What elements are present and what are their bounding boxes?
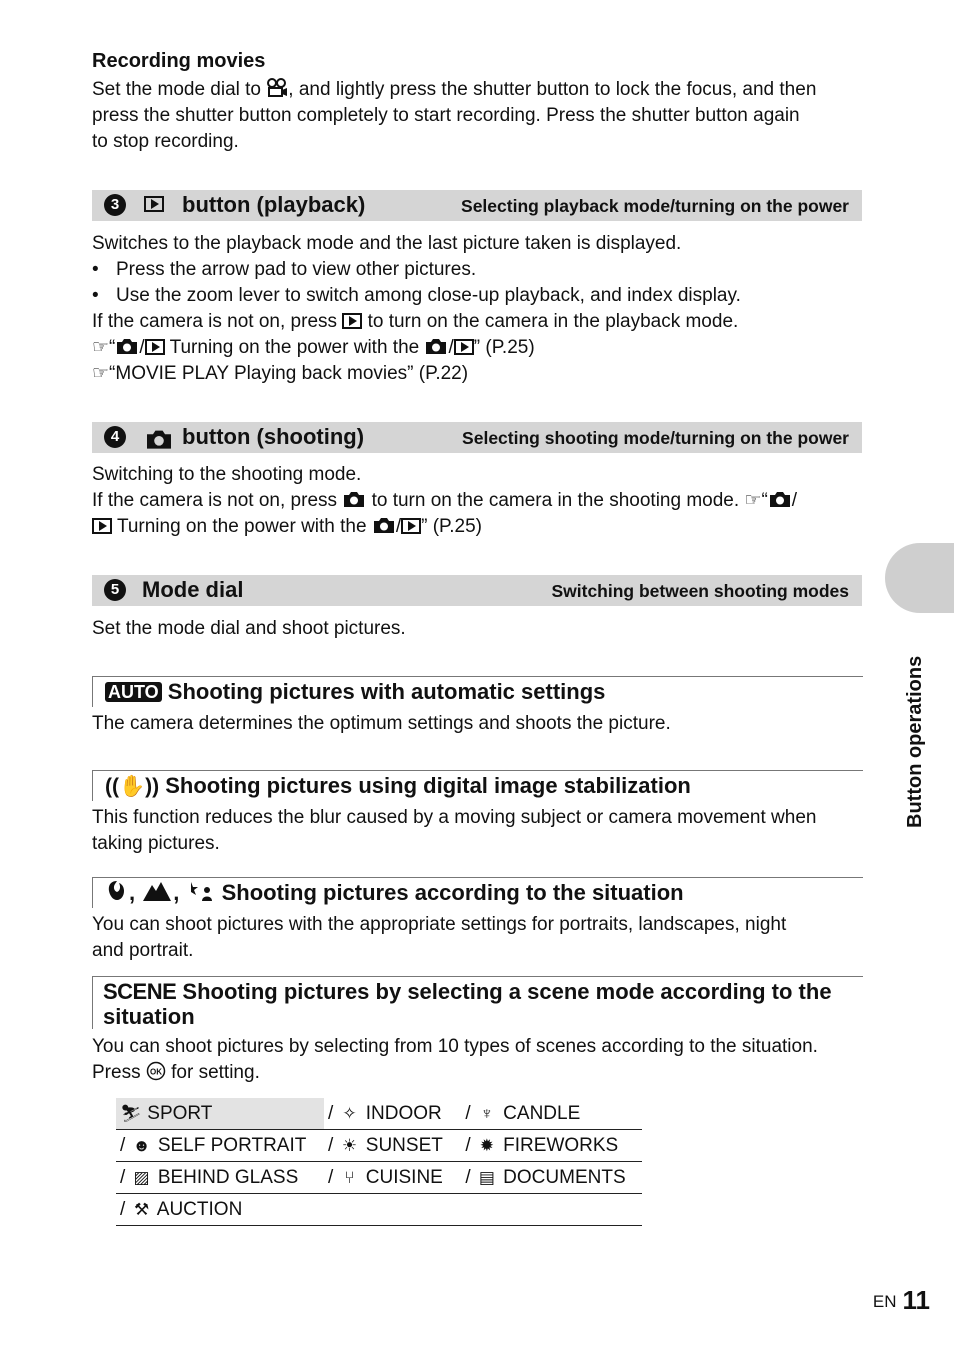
separator: /	[120, 1134, 131, 1156]
sunset-icon: ☀	[341, 1135, 358, 1155]
auction-icon: ⚒	[133, 1199, 150, 1219]
playback-icon	[92, 516, 112, 537]
text-line: You can shoot pictures with the appropriate settings for portraits, landscapes, night	[92, 914, 787, 935]
table-cell	[324, 1098, 461, 1130]
fireworks-icon: ✹	[479, 1135, 495, 1155]
scene-mode-table	[116, 1098, 642, 1226]
heading-text: Shooting pictures according to the situation	[221, 880, 684, 905]
text-line: and portrait.	[92, 940, 194, 961]
portrait-icon	[105, 879, 129, 903]
scene-mode-label: DOCUMENTS	[497, 1166, 626, 1188]
heading-text: Shooting pictures with automatic settings	[167, 679, 606, 704]
camera-icon	[342, 489, 366, 509]
bullet-item: • Press the arrow pad to view other pictures.	[92, 259, 477, 280]
text-line: If the camera is not on, press to turn on the camera in the shooting mode. ☞“ /	[92, 490, 798, 511]
section-number: 3	[104, 194, 126, 216]
scene-text	[92, 1034, 872, 1086]
section-title: button (shooting)	[182, 424, 365, 449]
landscape-icon	[141, 879, 173, 903]
separator: /	[465, 1134, 476, 1156]
candle-icon: ♆	[480, 1103, 494, 1123]
separator: /	[327, 1134, 339, 1156]
auto-text: The camera determines the optimum settings and shoots the picture.	[92, 713, 671, 734]
scene-heading	[92, 976, 863, 1029]
auto-heading	[92, 676, 863, 707]
table-cell	[461, 1130, 642, 1162]
stabilization-heading	[92, 770, 863, 801]
situation-text	[92, 912, 872, 964]
bullet-item: • Use the zoom lever to switch among close-up playback, and index display.	[92, 285, 741, 306]
text-line: Switching to the shooting mode.	[92, 464, 362, 485]
separator: /	[327, 1166, 339, 1188]
side-section-label: Button operations	[904, 655, 926, 828]
section-bar-playback	[92, 190, 862, 221]
side-tab	[885, 543, 954, 613]
heading-text: Shooting pictures by selecting a scene mode according to the	[182, 979, 832, 1004]
auto-mode-icon: AUTO	[105, 682, 162, 702]
text-span: , and lightly press the shutter button to lock the focus, and then	[288, 79, 817, 100]
section-subtitle: Switching between shooting modes	[551, 581, 849, 601]
playback-icon	[401, 516, 421, 537]
text-line: Turning on the power with the / ” (P.25)	[92, 514, 872, 540]
table-cell	[461, 1194, 642, 1226]
separator: /	[465, 1166, 476, 1188]
section-subtitle: Selecting playback mode/turning on the power	[461, 196, 849, 216]
text-line: If the camera is not on, press to turn on the camera in the playback mode.	[92, 311, 739, 332]
reference-line: ☞“ / Turning on the power with the / ” (P.25)	[92, 337, 535, 358]
stabilization-hand-icon: ((✋))	[105, 775, 160, 798]
scene-mode-label: FIREWORKS	[497, 1134, 619, 1156]
documents-icon: ▤	[478, 1167, 495, 1187]
scene-mode-label: INDOOR	[360, 1102, 442, 1124]
cuisine-icon: ⑂	[344, 1167, 355, 1187]
playback-icon	[454, 337, 474, 358]
section-bar-mode-dial	[92, 575, 862, 606]
heading-text: situation	[103, 1004, 195, 1029]
table-row	[116, 1098, 642, 1130]
sport-icon: ⛷	[120, 1103, 142, 1123]
recording-heading: Recording movies	[92, 50, 266, 72]
section-title: button (playback)	[182, 192, 366, 217]
scene-mode-label: SELF PORTRAIT	[152, 1134, 307, 1156]
separator: /	[327, 1102, 339, 1124]
situation-heading: , , Shooting pictures according to the situation	[92, 877, 863, 908]
text-line: This function reduces the blur caused by a moving subject or camera movement when	[92, 807, 817, 828]
camera-icon	[144, 427, 174, 456]
behind-glass-icon: ▨	[133, 1167, 150, 1187]
text-line: to stop recording.	[92, 131, 239, 152]
table-cell	[116, 1130, 324, 1162]
scene-mode-label: SUNSET	[360, 1134, 443, 1156]
ok-button-icon	[146, 1061, 166, 1081]
playback-icon	[145, 337, 165, 358]
section-subtitle: Selecting shooting mode/turning on the power	[462, 428, 849, 448]
text-line: Switches to the playback mode and the last picture taken is displayed.	[92, 233, 682, 254]
camera-icon	[372, 515, 396, 535]
text-line: Press OK for setting.	[92, 1062, 260, 1083]
section-number: 4	[104, 426, 126, 448]
camera-icon	[424, 336, 448, 356]
indoor-icon: ✧	[342, 1103, 357, 1123]
camera-icon	[115, 336, 139, 356]
scene-mode-label: BEHIND GLASS	[152, 1166, 299, 1188]
shooting-body	[92, 462, 872, 540]
table-row	[116, 1130, 642, 1162]
text-line: taking pictures.	[92, 833, 220, 854]
self-portrait-icon: ☻	[132, 1135, 151, 1155]
separator: /	[465, 1102, 476, 1124]
page-number	[873, 1285, 930, 1316]
table-cell	[461, 1098, 642, 1130]
separator: /	[120, 1198, 131, 1220]
reference-icon: ☞	[92, 337, 110, 358]
reference-icon: ☞	[92, 363, 110, 384]
reference-icon: ☞	[744, 490, 762, 511]
table-row	[116, 1162, 642, 1194]
recording-paragraph	[92, 77, 872, 155]
stabilization-text	[92, 805, 872, 857]
scene-mode-label: CANDLE	[497, 1102, 581, 1124]
table-cell	[324, 1162, 461, 1194]
scene-mode-label: SPORT	[142, 1102, 213, 1124]
table-cell	[116, 1098, 324, 1130]
text-line: press the shutter button completely to start recording. Press the shutter button again	[92, 105, 800, 126]
playback-icon	[342, 311, 362, 332]
table-row	[116, 1194, 642, 1226]
table-cell	[324, 1130, 461, 1162]
section-number: 5	[104, 579, 126, 601]
night-portrait-icon	[185, 879, 215, 903]
separator: /	[120, 1166, 131, 1188]
svg-text:OK: OK	[149, 1067, 162, 1077]
page-number-value: 11	[902, 1285, 930, 1315]
table-cell	[324, 1194, 461, 1226]
text-line: You can shoot pictures by selecting from 10 types of scenes according to the situation.	[92, 1036, 818, 1057]
table-cell	[116, 1162, 324, 1194]
scene-mode-icon: SCENE	[103, 979, 177, 1004]
playback-icon	[144, 196, 164, 215]
playback-body	[92, 231, 872, 387]
table-cell	[461, 1162, 642, 1194]
movie-icon	[266, 78, 288, 98]
heading-text: Shooting pictures using digital image stabilization	[165, 773, 691, 798]
mode-dial-text: Set the mode dial and shoot pictures.	[92, 618, 406, 639]
section-bar-shooting	[92, 422, 862, 453]
scene-mode-label: CUISINE	[360, 1166, 443, 1188]
camera-icon	[768, 489, 792, 509]
table-cell	[116, 1194, 324, 1226]
text-span: Set the mode dial to	[92, 79, 267, 100]
reference-line: ☞“MOVIE PLAY Playing back movies” (P.22)	[92, 363, 469, 384]
section-title: Mode dial	[142, 577, 244, 602]
scene-mode-label: AUCTION	[152, 1198, 243, 1220]
language-code: EN	[872, 1292, 897, 1311]
